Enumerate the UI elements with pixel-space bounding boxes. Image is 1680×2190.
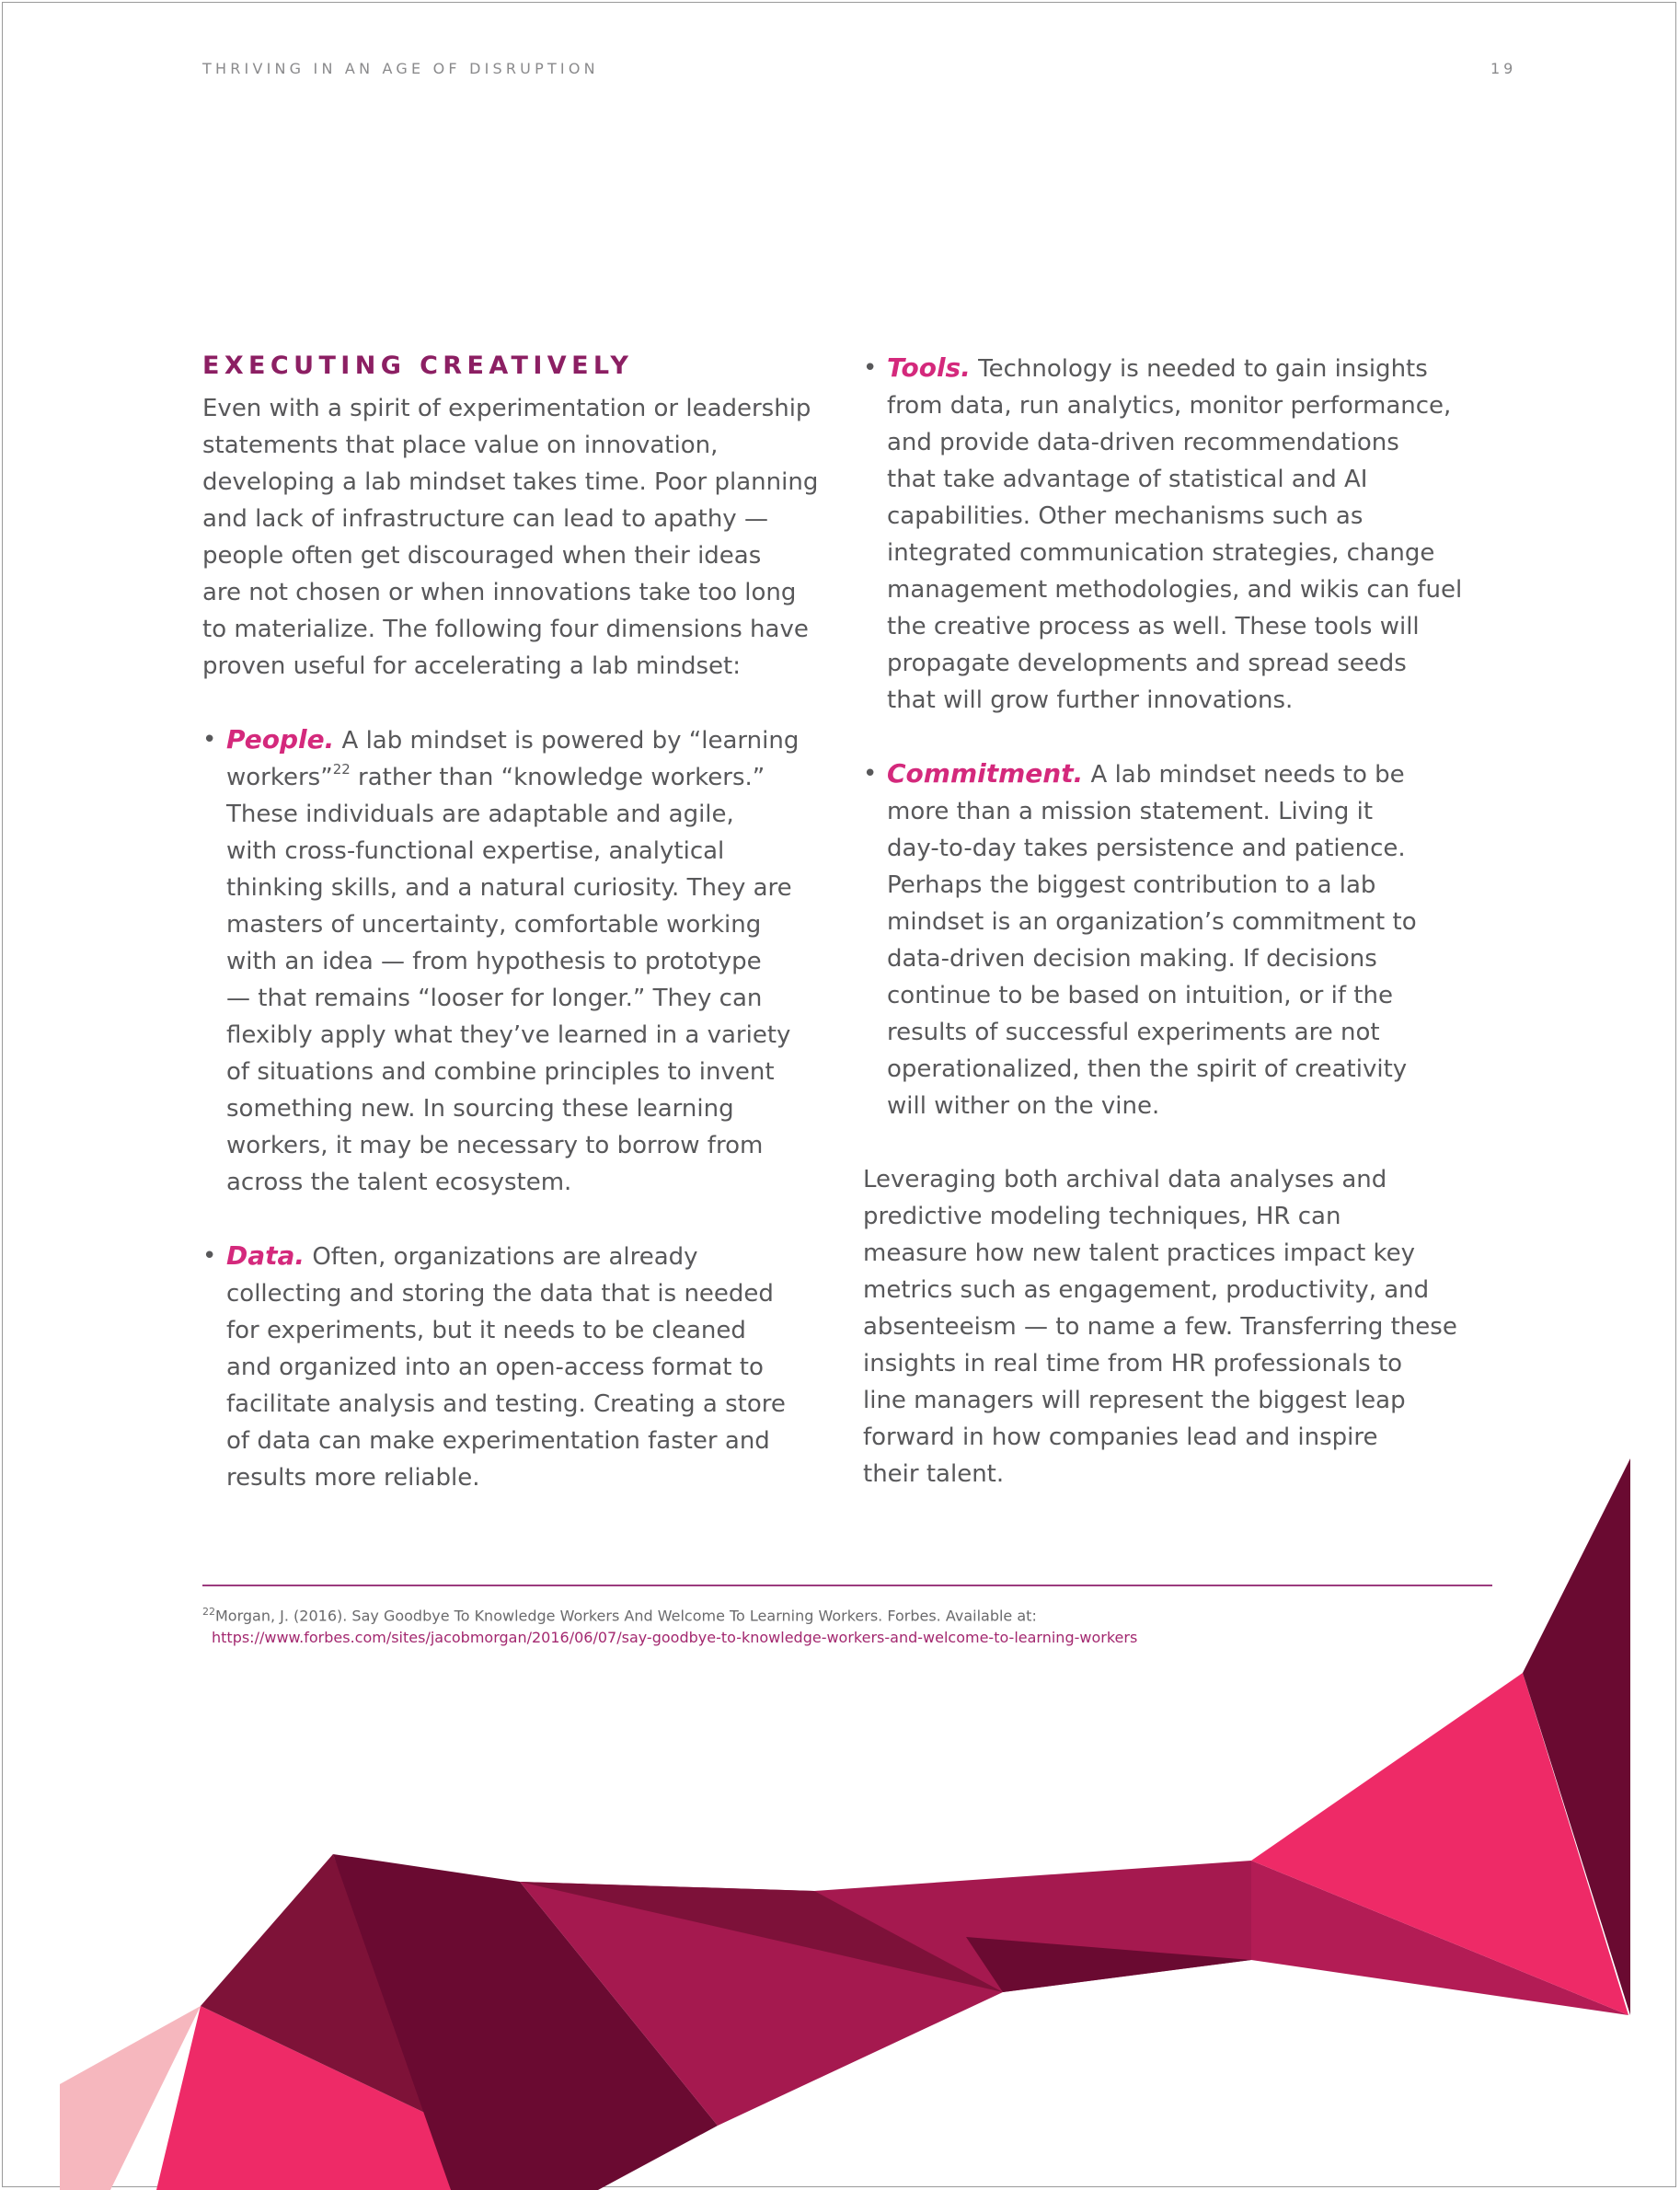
- bullet-dot-icon: •: [863, 760, 878, 788]
- bullet-data-label: Data.: [226, 1240, 305, 1271]
- footnote-number: 22: [202, 1606, 215, 1618]
- bullet-dot-icon: •: [202, 726, 217, 754]
- footnote-reference[interactable]: 22: [332, 761, 351, 778]
- intro-paragraph: Even with a spirit of experimentation or leadership statements that place value on innovation, developing a lab mindset takes time. Poor planning and lack of infrastructure can lead to apathy — people often get discouraged when their ideas are not chosen or when innovations take too long to materialize. The following four dimensions have proven useful for accelerating a lab mindset:: [202, 395, 819, 680]
- closing-paragraph: Leveraging both archival data analyses and predictive modeling techniques, HR can measure how new talent practices impact key metrics such as engagement, productivity, and absenteeism — to name a few. Transferring these insights in real time from HR professionals to line managers will represent the biggest leap forward in how companies lead and inspire their talent.: [863, 1166, 1457, 1488]
- bullet-dot-icon: •: [863, 354, 878, 382]
- bullet-people-text-b: rather than “knowledge workers.” These individuals are adaptable and agile, with cross-functional expertise, analytical thinking skills, and a natural curiosity. They are masters of uncertainty, comfortable working with an idea — from hypothesis to prototype — that remains “looser for longer.” They can flexibly apply what they’ve learned in a variety of situations and combine principles to invent something new. In sourcing these learning workers, it may be necessary to borrow from across the talent ecosystem.: [226, 764, 792, 1196]
- bullet-dot-icon: •: [202, 1242, 217, 1270]
- bullet-tools-label: Tools.: [887, 352, 971, 383]
- bullet-commitment-text: A lab mindset needs to be more than a mission statement. Living it day-to-day takes persistence and patience. Perhaps the biggest contribution to a lab mindset is an organization’s commitment to data-driven decision making. If decisions continue to be based on intuition, or if the results of successful experiments are not operationalized, then the spirit of creativity will wither on the vine.: [887, 761, 1417, 1120]
- bullet-data-text: Often, organizations are already collecting and storing the data that is needed for experiments, but it needs to be cleaned and organized into an open-access format to facilitate analysis and testing. Creating a store of data can make experimentation faster and results more reliable.: [226, 1243, 786, 1492]
- page-number: 19: [1490, 60, 1517, 77]
- section-title: EXECUTING CREATIVELY: [202, 352, 634, 380]
- running-header-title: THRIVING IN AN AGE OF DISRUPTION: [202, 60, 599, 77]
- bullet-people-label: People.: [226, 724, 335, 755]
- footnote-text: Morgan, J. (2016). Say Goodbye To Knowledge Workers And Welcome To Learning Workers. Forbes. Available at:: [215, 1607, 1037, 1625]
- bullet-commitment-label: Commitment.: [887, 758, 1084, 789]
- footnote-link[interactable]: https://www.forbes.com/sites/jacobmorgan/2016/06/07/say-goodbye-to-knowledge-workers-and-welcome-to-learning-workers: [212, 1629, 1138, 1647]
- bullet-tools-text: Technology is needed to gain insights from data, run analytics, monitor performance, and provide data-driven recommendations that take advantage of statistical and AI capabilities. Other mechanisms such as integrated communication strategies, change management methodologies, and wikis can fuel the creative process as well. These tools will propagate developments and spread seeds that will grow further innovations.: [887, 355, 1463, 714]
- bullet-people-text-a: A lab mindset is powered by “learning workers”: [226, 727, 800, 791]
